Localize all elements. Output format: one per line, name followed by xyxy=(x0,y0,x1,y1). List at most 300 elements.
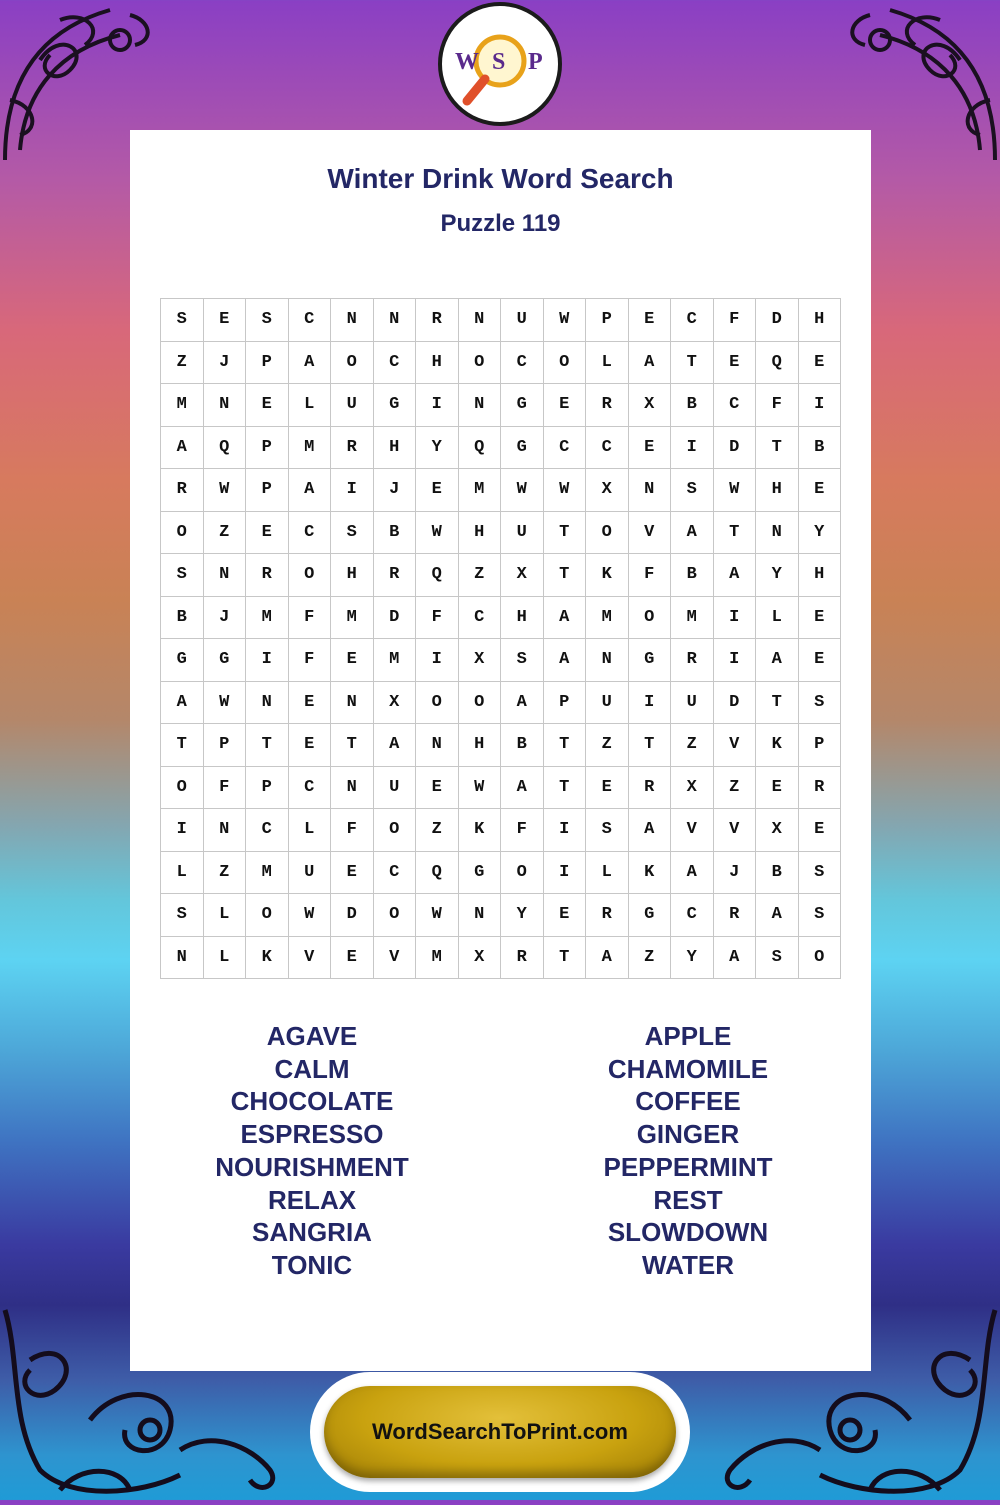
grid-cell[interactable]: G xyxy=(373,384,416,427)
grid-cell[interactable]: W xyxy=(543,469,586,512)
puzzle-title: Winter Drink Word Search xyxy=(327,163,674,194)
grid-cell[interactable]: E xyxy=(628,299,671,342)
grid-cell[interactable]: N xyxy=(203,384,246,427)
grid-cell[interactable]: T xyxy=(246,724,289,767)
grid-cell[interactable]: L xyxy=(288,384,331,427)
grid-cell[interactable]: X xyxy=(586,469,629,512)
grid-cell[interactable]: E xyxy=(713,341,756,384)
grid-cell[interactable]: Y xyxy=(798,511,841,554)
grid-cell[interactable]: A xyxy=(756,894,799,937)
grid-cell[interactable]: T xyxy=(331,724,374,767)
grid-cell[interactable]: T xyxy=(543,554,586,597)
grid-cell[interactable]: J xyxy=(203,341,246,384)
grid-cell[interactable]: Q xyxy=(416,851,459,894)
logo-letter-p: P xyxy=(528,49,543,75)
grid-cell[interactable]: A xyxy=(501,766,544,809)
grid-cell[interactable]: X xyxy=(628,384,671,427)
grid-cell[interactable]: P xyxy=(246,766,289,809)
grid-cell[interactable]: X xyxy=(501,554,544,597)
grid-cell[interactable]: X xyxy=(458,936,501,979)
grid-cell[interactable]: R xyxy=(161,469,204,512)
word-item: CALM xyxy=(274,1053,350,1084)
grid-cell[interactable]: O xyxy=(373,894,416,937)
grid-cell[interactable]: U xyxy=(331,384,374,427)
grid-cell[interactable]: T xyxy=(671,341,714,384)
grid-cell[interactable]: D xyxy=(373,596,416,639)
grid-cell[interactable]: H xyxy=(798,554,841,597)
grid-cell[interactable]: W xyxy=(416,894,459,937)
grid-cell[interactable]: N xyxy=(628,469,671,512)
grid-cell[interactable]: Q xyxy=(203,426,246,469)
letter-grid xyxy=(160,298,841,979)
grid-cell[interactable]: O xyxy=(798,936,841,979)
grid-cell[interactable]: P xyxy=(586,299,629,342)
grid-cell[interactable]: I xyxy=(246,639,289,682)
grid-cell[interactable]: F xyxy=(288,639,331,682)
grid-cell[interactable]: W xyxy=(416,511,459,554)
grid-cell[interactable]: P xyxy=(246,426,289,469)
word-item: RELAX xyxy=(267,1184,357,1215)
grid-cell[interactable]: M xyxy=(246,851,289,894)
grid-cell[interactable]: I xyxy=(798,384,841,427)
grid-cell[interactable]: J xyxy=(713,851,756,894)
grid-row xyxy=(161,724,841,767)
grid-cell[interactable]: A xyxy=(756,639,799,682)
grid-row xyxy=(161,851,841,894)
grid-cell[interactable]: R xyxy=(331,426,374,469)
grid-cell[interactable]: D xyxy=(331,894,374,937)
grid-cell[interactable]: O xyxy=(458,681,501,724)
grid-row xyxy=(161,681,841,724)
grid-cell[interactable]: L xyxy=(161,851,204,894)
grid-cell[interactable]: M xyxy=(161,384,204,427)
grid-cell[interactable]: M xyxy=(586,596,629,639)
grid-cell[interactable]: O xyxy=(416,681,459,724)
grid-cell[interactable]: L xyxy=(203,894,246,937)
grid-cell[interactable]: E xyxy=(798,809,841,852)
grid-cell[interactable]: X xyxy=(671,766,714,809)
grid-cell[interactable]: E xyxy=(288,724,331,767)
grid-cell[interactable]: V xyxy=(713,724,756,767)
grid-cell[interactable]: N xyxy=(373,299,416,342)
grid-cell[interactable]: I xyxy=(161,809,204,852)
grid-cell[interactable]: Z xyxy=(586,724,629,767)
grid-cell[interactable]: Z xyxy=(458,554,501,597)
grid-cell[interactable]: N xyxy=(203,809,246,852)
grid-cell[interactable]: H xyxy=(373,426,416,469)
grid-cell[interactable]: X xyxy=(373,681,416,724)
grid-cell[interactable]: A xyxy=(501,681,544,724)
grid-cell[interactable]: O xyxy=(331,341,374,384)
word-item: SLOWDOWN xyxy=(607,1217,769,1248)
grid-cell[interactable]: E xyxy=(628,426,671,469)
puzzle-subtitle: Puzzle 119 xyxy=(440,210,561,237)
grid-cell[interactable]: R xyxy=(416,299,459,342)
grid-cell[interactable]: C xyxy=(373,341,416,384)
grid-cell[interactable]: Q xyxy=(756,341,799,384)
grid-cell[interactable]: S xyxy=(798,851,841,894)
grid-cell[interactable]: L xyxy=(203,936,246,979)
grid-row xyxy=(161,809,841,852)
grid-cell[interactable]: B xyxy=(798,426,841,469)
grid-cell[interactable]: O xyxy=(501,851,544,894)
grid-cell[interactable]: A xyxy=(161,681,204,724)
grid-cell[interactable]: O xyxy=(373,809,416,852)
grid-row xyxy=(161,511,841,554)
grid-cell[interactable]: I xyxy=(628,681,671,724)
grid-cell[interactable]: L xyxy=(756,596,799,639)
grid-cell[interactable]: N xyxy=(756,511,799,554)
grid-cell[interactable]: T xyxy=(543,936,586,979)
grid-cell[interactable]: O xyxy=(586,511,629,554)
grid-cell[interactable]: C xyxy=(713,384,756,427)
grid-cell[interactable]: C xyxy=(586,426,629,469)
grid-cell[interactable]: F xyxy=(628,554,671,597)
grid-cell[interactable]: M xyxy=(416,936,459,979)
grid-cell[interactable]: D xyxy=(713,426,756,469)
word-item: GINGER xyxy=(636,1119,740,1150)
grid-cell[interactable]: S xyxy=(586,809,629,852)
site-badge xyxy=(310,1372,690,1492)
grid-cell[interactable]: J xyxy=(203,596,246,639)
grid-cell[interactable]: A xyxy=(543,596,586,639)
word-item: SANGRIA xyxy=(252,1217,372,1248)
grid-cell[interactable]: S xyxy=(161,554,204,597)
grid-cell[interactable]: S xyxy=(798,681,841,724)
grid-cell[interactable]: H xyxy=(501,596,544,639)
grid-cell[interactable]: A xyxy=(713,554,756,597)
grid-row xyxy=(161,596,841,639)
grid-cell[interactable]: U xyxy=(373,766,416,809)
grid-cell[interactable]: T xyxy=(628,724,671,767)
grid-row xyxy=(161,299,841,342)
grid-cell[interactable]: F xyxy=(416,596,459,639)
grid-cell[interactable]: U xyxy=(671,681,714,724)
grid-cell[interactable]: A xyxy=(628,341,671,384)
grid-cell[interactable]: A xyxy=(373,724,416,767)
grid-cell[interactable]: T xyxy=(543,511,586,554)
grid-cell[interactable]: C xyxy=(543,426,586,469)
word-item: AGAVE xyxy=(266,1021,358,1051)
grid-cell[interactable]: Z xyxy=(416,809,459,852)
grid-cell[interactable]: S xyxy=(161,894,204,937)
grid-cell[interactable]: T xyxy=(756,681,799,724)
grid-cell[interactable]: L xyxy=(288,809,331,852)
grid-cell[interactable]: E xyxy=(331,851,374,894)
grid-cell[interactable]: A xyxy=(628,809,671,852)
grid-row xyxy=(161,426,841,469)
grid-cell[interactable]: Z xyxy=(628,936,671,979)
grid-cell[interactable]: N xyxy=(331,681,374,724)
grid-cell[interactable]: E xyxy=(416,766,459,809)
grid-cell[interactable]: W xyxy=(713,469,756,512)
grid-cell[interactable]: A xyxy=(671,851,714,894)
grid-cell[interactable]: C xyxy=(288,511,331,554)
grid-cell[interactable]: X xyxy=(756,809,799,852)
grid-cell[interactable]: R xyxy=(671,639,714,682)
grid-cell[interactable]: R xyxy=(586,894,629,937)
grid-cell[interactable]: D xyxy=(713,681,756,724)
grid-cell[interactable]: C xyxy=(458,596,501,639)
grid-cell[interactable]: M xyxy=(671,596,714,639)
grid-cell[interactable]: L xyxy=(586,341,629,384)
grid-cell[interactable]: Q xyxy=(416,554,459,597)
grid-cell[interactable]: E xyxy=(798,341,841,384)
grid-cell[interactable]: E xyxy=(246,511,289,554)
grid-cell[interactable]: E xyxy=(416,469,459,512)
grid-cell[interactable]: J xyxy=(373,469,416,512)
grid-cell[interactable]: Y xyxy=(416,426,459,469)
word-item: PEPPERMINT xyxy=(603,1151,773,1182)
grid-cell[interactable]: E xyxy=(543,894,586,937)
grid-cell[interactable]: B xyxy=(161,596,204,639)
grid-cell[interactable]: P xyxy=(203,724,246,767)
grid-cell[interactable]: E xyxy=(203,299,246,342)
grid-cell[interactable]: O xyxy=(628,596,671,639)
grid-cell[interactable]: S xyxy=(671,469,714,512)
grid-cell[interactable]: T xyxy=(543,766,586,809)
puzzle-card xyxy=(130,130,871,1371)
grid-cell[interactable]: E xyxy=(331,639,374,682)
grid-cell[interactable]: T xyxy=(543,724,586,767)
grid-cell[interactable]: B xyxy=(373,511,416,554)
grid-cell[interactable]: H xyxy=(416,341,459,384)
grid-cell[interactable]: K xyxy=(458,809,501,852)
grid-cell[interactable]: W xyxy=(458,766,501,809)
grid-cell[interactable]: O xyxy=(543,341,586,384)
grid-cell[interactable]: Y xyxy=(756,554,799,597)
grid-cell[interactable]: A xyxy=(543,639,586,682)
grid-cell[interactable]: A xyxy=(161,426,204,469)
grid-cell[interactable]: G xyxy=(458,851,501,894)
grid-cell[interactable]: I xyxy=(671,426,714,469)
grid-cell[interactable]: O xyxy=(458,341,501,384)
grid-cell[interactable]: V xyxy=(671,809,714,852)
grid-cell[interactable]: N xyxy=(246,681,289,724)
grid-cell[interactable]: C xyxy=(288,299,331,342)
grid-cell[interactable]: B xyxy=(671,384,714,427)
grid-cell[interactable]: O xyxy=(161,511,204,554)
grid-cell[interactable]: G xyxy=(161,639,204,682)
grid-cell[interactable]: A xyxy=(288,469,331,512)
grid-cell[interactable]: G xyxy=(628,894,671,937)
grid-cell[interactable]: M xyxy=(458,469,501,512)
grid-cell[interactable]: Y xyxy=(671,936,714,979)
grid-cell[interactable]: H xyxy=(798,299,841,342)
grid-cell[interactable]: N xyxy=(458,299,501,342)
grid-cell[interactable]: I xyxy=(543,809,586,852)
logo-letter-w: W xyxy=(455,49,479,75)
grid-cell[interactable]: M xyxy=(288,426,331,469)
grid-cell[interactable]: K xyxy=(246,936,289,979)
word-item: CHAMOMILE xyxy=(607,1053,769,1084)
grid-cell[interactable]: R xyxy=(798,766,841,809)
grid-cell[interactable]: N xyxy=(458,384,501,427)
grid-cell[interactable]: W xyxy=(203,681,246,724)
grid-cell[interactable]: L xyxy=(586,851,629,894)
grid-cell[interactable]: W xyxy=(543,299,586,342)
grid-cell[interactable]: A xyxy=(713,936,756,979)
grid-cell[interactable]: N xyxy=(161,936,204,979)
grid-cell[interactable]: M xyxy=(331,596,374,639)
grid-cell[interactable]: S xyxy=(501,639,544,682)
grid-cell[interactable]: S xyxy=(756,936,799,979)
grid-cell[interactable]: C xyxy=(671,894,714,937)
grid-cell[interactable]: C xyxy=(501,341,544,384)
grid-row xyxy=(161,384,841,427)
grid-cell[interactable]: N xyxy=(331,766,374,809)
grid-cell[interactable]: T xyxy=(713,511,756,554)
grid-cell[interactable]: I xyxy=(416,384,459,427)
grid-cell[interactable]: Q xyxy=(458,426,501,469)
grid-cell[interactable]: C xyxy=(373,851,416,894)
grid-row xyxy=(161,341,841,384)
grid-cell[interactable]: U xyxy=(501,299,544,342)
grid-cell[interactable]: W xyxy=(501,469,544,512)
grid-cell[interactable]: R xyxy=(586,384,629,427)
grid-cell[interactable]: Z xyxy=(713,766,756,809)
grid-cell[interactable]: A xyxy=(671,511,714,554)
grid-cell[interactable]: W xyxy=(288,894,331,937)
grid-cell[interactable]: F xyxy=(713,299,756,342)
grid-cell[interactable]: V xyxy=(288,936,331,979)
grid-cell[interactable]: E xyxy=(543,384,586,427)
grid-cell[interactable]: G xyxy=(501,426,544,469)
grid-cell[interactable]: S xyxy=(246,299,289,342)
grid-cell[interactable]: V xyxy=(713,809,756,852)
grid-cell[interactable]: V xyxy=(628,511,671,554)
grid-cell[interactable]: R xyxy=(713,894,756,937)
grid-cell[interactable]: E xyxy=(798,639,841,682)
grid-cell[interactable]: N xyxy=(416,724,459,767)
grid-cell[interactable]: I xyxy=(331,469,374,512)
grid-cell[interactable]: C xyxy=(288,766,331,809)
grid-cell[interactable]: E xyxy=(586,766,629,809)
grid-cell[interactable]: S xyxy=(331,511,374,554)
grid-cell[interactable]: R xyxy=(501,936,544,979)
grid-cell[interactable]: N xyxy=(203,554,246,597)
grid-cell[interactable]: N xyxy=(331,299,374,342)
grid-cell[interactable]: F xyxy=(288,596,331,639)
grid-cell[interactable]: O xyxy=(288,554,331,597)
grid-row xyxy=(161,554,841,597)
grid-cell[interactable]: C xyxy=(671,299,714,342)
grid-row xyxy=(161,766,841,809)
grid-cell[interactable]: A xyxy=(288,341,331,384)
grid-cell[interactable]: U xyxy=(288,851,331,894)
grid-cell[interactable]: R xyxy=(373,554,416,597)
grid-cell[interactable]: E xyxy=(288,681,331,724)
site-link-button[interactable]: WordSearchToPrint.com xyxy=(324,1386,676,1478)
grid-cell[interactable]: Z xyxy=(203,511,246,554)
grid-cell[interactable]: I xyxy=(713,639,756,682)
grid-cell[interactable]: O xyxy=(161,766,204,809)
grid-cell[interactable]: H xyxy=(458,511,501,554)
wsp-logo xyxy=(438,2,562,126)
grid-cell[interactable]: E xyxy=(756,766,799,809)
grid-cell[interactable]: P xyxy=(246,341,289,384)
grid-cell[interactable]: F xyxy=(756,384,799,427)
grid-cell[interactable]: X xyxy=(458,639,501,682)
grid-cell[interactable]: O xyxy=(246,894,289,937)
grid-cell[interactable]: E xyxy=(331,936,374,979)
grid-cell[interactable]: T xyxy=(756,426,799,469)
grid-cell[interactable]: F xyxy=(203,766,246,809)
grid-cell[interactable]: H xyxy=(331,554,374,597)
grid-cell[interactable]: U xyxy=(586,681,629,724)
grid-cell[interactable]: B xyxy=(756,851,799,894)
word-item: TONIC xyxy=(271,1249,353,1280)
word-item: NOURISHMENT xyxy=(215,1151,409,1182)
grid-cell[interactable]: G xyxy=(628,639,671,682)
grid-cell[interactable]: W xyxy=(203,469,246,512)
grid-cell[interactable]: K xyxy=(586,554,629,597)
grid-cell[interactable]: E xyxy=(246,384,289,427)
grid-cell[interactable]: G xyxy=(501,384,544,427)
grid-cell[interactable]: I xyxy=(543,851,586,894)
grid-cell[interactable]: E xyxy=(798,469,841,512)
grid-cell[interactable]: C xyxy=(246,809,289,852)
grid-cell[interactable]: Y xyxy=(501,894,544,937)
grid-cell[interactable]: B xyxy=(671,554,714,597)
grid-cell[interactable]: E xyxy=(798,596,841,639)
grid-cell[interactable]: H xyxy=(458,724,501,767)
grid-cell[interactable]: B xyxy=(501,724,544,767)
grid-cell[interactable]: R xyxy=(246,554,289,597)
grid-cell[interactable]: S xyxy=(798,894,841,937)
grid-cell[interactable]: Z xyxy=(203,851,246,894)
word-list-left xyxy=(162,1020,462,1282)
grid-cell[interactable]: H xyxy=(756,469,799,512)
grid-row xyxy=(161,894,841,937)
word-item: COFFEE xyxy=(635,1086,741,1117)
grid-cell[interactable]: N xyxy=(586,639,629,682)
grid-cell[interactable]: M xyxy=(373,639,416,682)
grid-cell[interactable]: K xyxy=(756,724,799,767)
grid-cell[interactable]: V xyxy=(373,936,416,979)
grid-cell[interactable]: M xyxy=(246,596,289,639)
word-item: REST xyxy=(653,1184,723,1215)
grid-cell[interactable]: I xyxy=(416,639,459,682)
grid-cell[interactable]: R xyxy=(628,766,671,809)
grid-cell[interactable]: F xyxy=(331,809,374,852)
grid-cell[interactable]: G xyxy=(203,639,246,682)
word-item: APPLE xyxy=(644,1021,732,1051)
grid-cell[interactable]: T xyxy=(161,724,204,767)
grid-row xyxy=(161,639,841,682)
grid-cell[interactable]: U xyxy=(501,511,544,554)
grid-cell[interactable]: P xyxy=(798,724,841,767)
grid-cell[interactable]: Z xyxy=(671,724,714,767)
grid-cell[interactable]: A xyxy=(586,936,629,979)
grid-cell[interactable]: P xyxy=(543,681,586,724)
grid-cell[interactable]: S xyxy=(161,299,204,342)
grid-cell[interactable]: K xyxy=(628,851,671,894)
grid-row xyxy=(161,936,841,979)
grid-row xyxy=(161,469,841,512)
logo-letter-s: S xyxy=(492,49,506,75)
grid-cell[interactable]: D xyxy=(756,299,799,342)
magnifier-logo-icon xyxy=(445,9,555,119)
grid-cell[interactable]: P xyxy=(246,469,289,512)
grid-cell[interactable]: I xyxy=(713,596,756,639)
grid-cell[interactable]: N xyxy=(458,894,501,937)
word-list-right xyxy=(538,1020,838,1282)
word-item: WATER xyxy=(642,1249,734,1280)
word-item: ESPRESSO xyxy=(240,1119,384,1150)
grid-cell[interactable]: F xyxy=(501,809,544,852)
grid-cell[interactable]: Z xyxy=(161,341,204,384)
